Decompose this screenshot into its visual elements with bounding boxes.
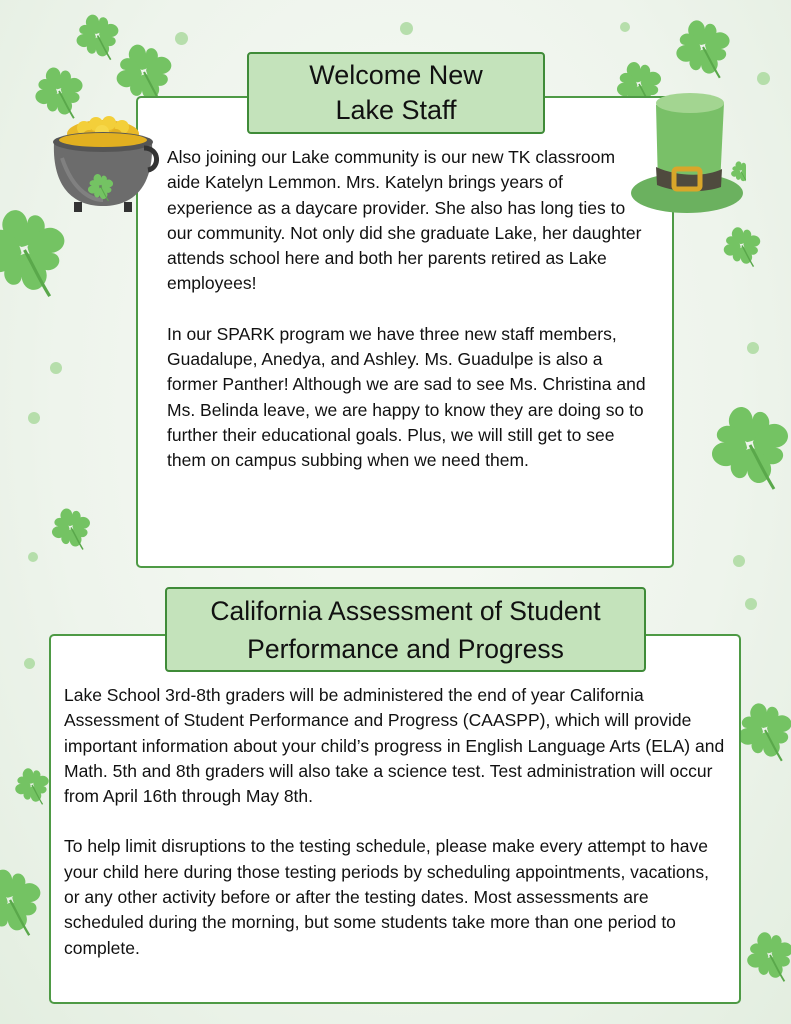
staff-paragraph-1: Also joining our Lake community is our new TK classroom aide Katelyn Lemmon. Mrs. Katelyn brings years of experience as a daycare provider. She also has long ties to our community. Not only did she graduate Lake, her daughter attends school here and both her parents retired as Lake employees! (167, 147, 642, 294)
caaspp-paragraph-1: Lake School 3rd-8th graders will be administered the end of year California Assessment of Student Performance and Progress (CAASPP), which will provide important information about your child’s progress in English Language Arts (ELA) and Math. 5th and 8th graders will also take a science test. Test administration will occur from April 16th through May 8th. (64, 685, 725, 807)
four-leaf-clover-icon (46, 500, 96, 555)
four-leaf-clover-icon (10, 740, 54, 830)
staff-section-title (247, 52, 545, 134)
leprechaun-hat-icon (628, 85, 746, 215)
pot-of-gold-icon (44, 98, 162, 216)
caaspp-section-title (165, 587, 646, 672)
staff-section (136, 96, 674, 568)
four-leaf-clover-icon (0, 840, 50, 960)
four-leaf-clover-icon (668, 12, 738, 82)
caaspp-section (49, 634, 741, 1004)
staff-title-line-1: Welcome New (309, 60, 483, 90)
caaspp-title-line-2: Performance and Progress (247, 633, 564, 664)
staff-paragraph-2: In our SPARK program we have three new staff members, Guadalupe, Anedya, and Ashley. Ms. Guadulpe is also a former Panther! Although we are sad to see Ms. Christina and Ms. Belinda leave, we are happy to know they are doing so to further their educational goals. Plus, we will still get to see them on campus subbing when we need them. (167, 323, 646, 471)
staff-title-line-2: Lake Staff (335, 95, 457, 125)
four-leaf-clover-icon (700, 375, 791, 515)
four-leaf-clover-icon (718, 218, 766, 273)
caaspp-title-line-1: California Assessment of Student (210, 595, 601, 626)
caaspp-paragraph-2: To help limit disruptions to the testing schedule, please make every attempt to have your child here during those testing periods by scheduling appointments, vacations, or any other activity before or after the testing dates. Most assessments are scheduled during the morning, but some students take more than one period to complete. (64, 836, 709, 958)
four-leaf-clover-icon (740, 900, 791, 1010)
